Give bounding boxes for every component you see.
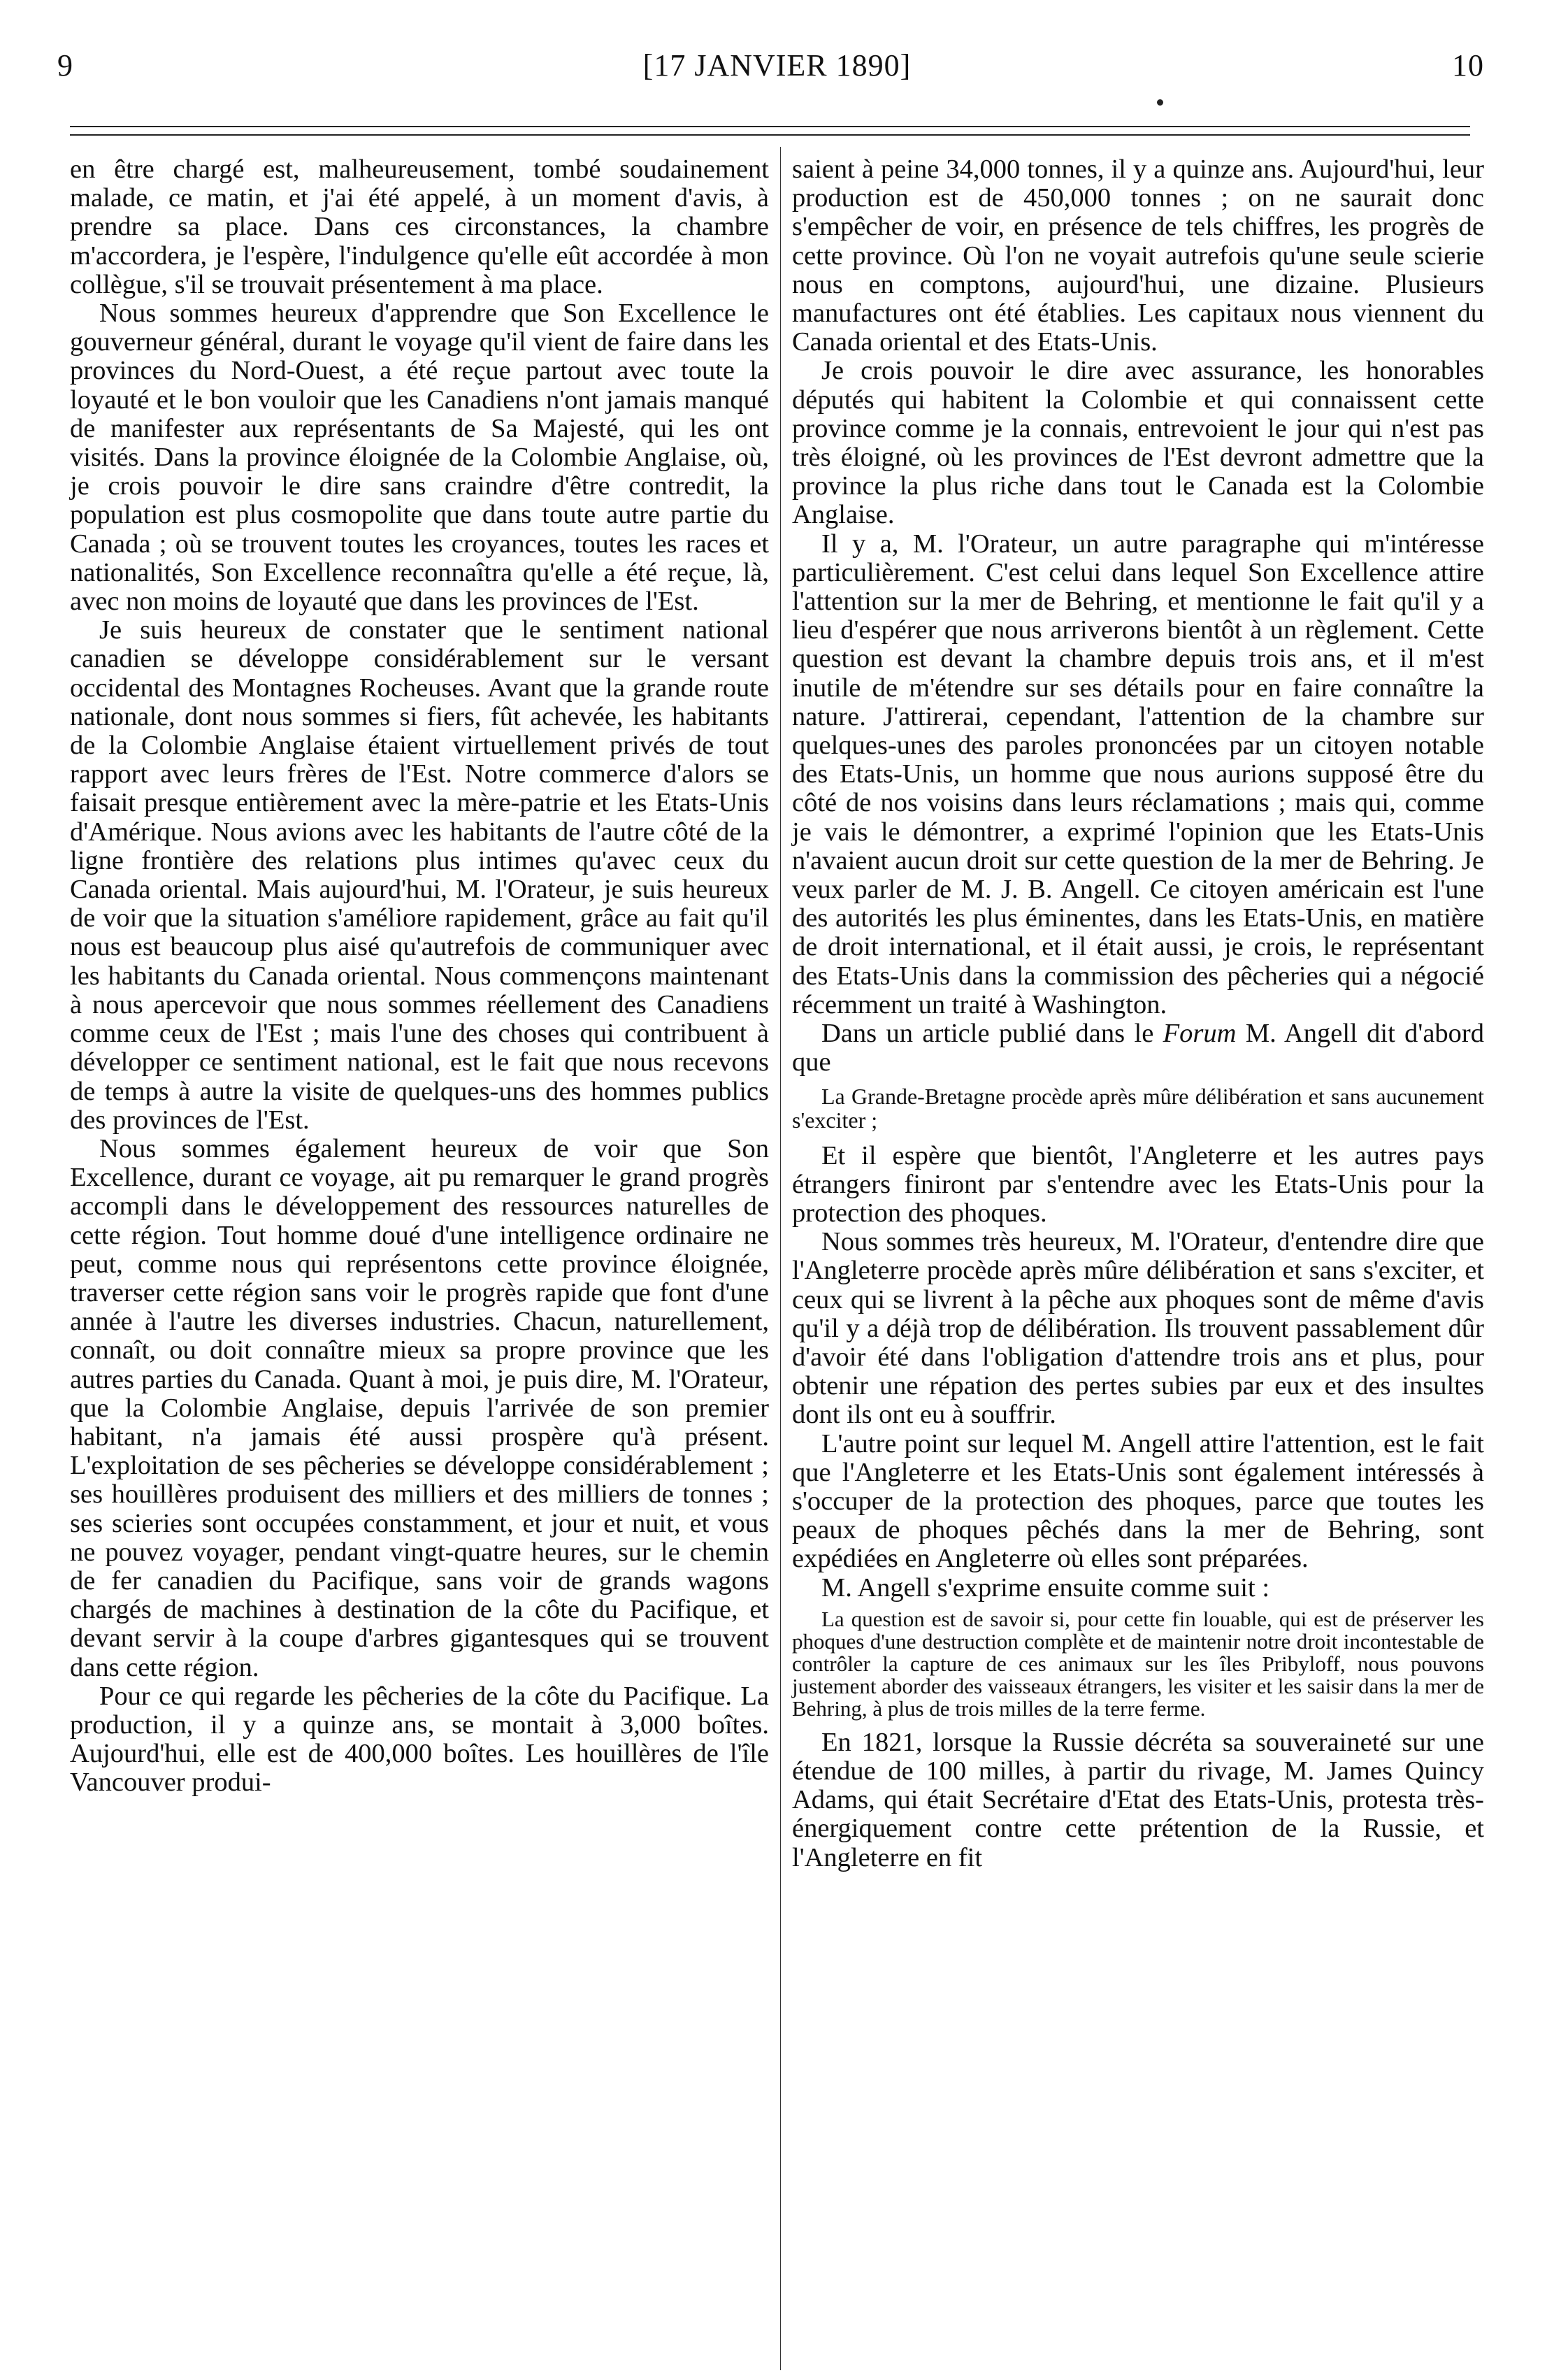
block-quote: La Grande-Bretagne procède après mûre délibération et sans aucunement s'exciter ; [792, 1083, 1484, 1133]
paragraph: Et il espère que bientôt, l'Angleterre et les autres pays étrangers finiront par s'entendre avec les Etats-Unis pour la protection des phoques. [792, 1140, 1484, 1228]
page-header-date: [17 JANVIER 1890] [642, 48, 912, 83]
paragraph: En 1821, lorsque la Russie décréta sa souveraineté sur une étendue de 100 milles, à partir du rivage, M. James Quincy Adams, qui était Secrétaire d'Etat des Etats-Unis, protesta très-énergiquement contre cette prétention de la Russie, et l'Angleterre en fit [792, 1727, 1484, 1872]
printer-mark [1157, 99, 1163, 106]
column-divider [780, 147, 781, 2370]
paragraph: saient à peine 34,000 tonnes, il y a quinze ans. Aujourd'hui, leur production est de 450,000 tonnes ; on ne saurait donc s'empêcher de voir, en présence de tels chiffres, les progrès de cette province. Où l'on ne voyait autrefois qu'une seule scierie nous en comptons, aujourd'hui, une dizaine. Plusieurs manufactures ont été établies. Les capitaux nous viennent du Canada oriental et des Etats-Unis. [792, 155, 1484, 357]
paragraph: Je crois pouvoir le dire avec assurance, les honorables députés qui habitent la Colombie et qui connaissent cette province comme je la connais, entrevoient le jour qui n'est pas très éloigné, où les provinces de l'Est devront admettre que la province la plus riche dans tout le Canada est la Colombie Anglaise. [792, 356, 1484, 530]
paragraph: Nous sommes très heureux, M. l'Orateur, d'entendre dire que l'Angleterre procède après mûre délibération et sans s'exciter, et ceux qui se livrent à la pêche aux phoques sont de même d'avis qu'il y a déjà trop de délibération. Ils trouvent passablement dûr d'avoir été dans l'obligation d'attendre trois ans et plus, pour obtenir une répation des pertes subies par eux et des insultes dont ils ont eu à souffrir. [792, 1227, 1484, 1430]
header-rule-top [70, 126, 1470, 127]
text-run: Dans un article publié dans le [821, 1019, 1163, 1049]
header-rule-bottom [70, 134, 1470, 136]
paragraph: Pour ce qui regarde les pêcheries de la côte du Pacifique. La production, il y a quinze ans, se montait à 3,000 boîtes. Aujourd'hui, elle est de 400,000 boîtes. Les houillères de l'île Vancouver produi- [70, 1681, 769, 1798]
paragraph: Il y a, M. l'Orateur, un autre paragraphe qui m'intéresse particulièrement. C'est celui dans lequel Son Excellence attire l'attention sur la mer de Behring, et mentionne le fait qu'il y a lieu d'espérer que nous arriverons bientôt à un règlement. Cette question est devant la chambre depuis trois ans, et il m'est inutile de m'étendre sur ses détails pour en faire connaître la nature. J'attirerai, cependant, l'attention de la chambre sur quelques-unes des paroles prononcées par un citoyen notable des Etats-Unis, un homme que nous aurions supposé être du côté de nos voisins dans leurs réclamations ; mais qui, comme je vais le démontrer, a exprimé l'opinion que les Etats-Unis n'avaient aucun droit sur cette question de la mer de Behring. Je veux parler de M. J. B. Angell. Ce citoyen américain est l'une des autorités les plus éminentes, dans les Etats-Unis, en matière de droit international, et il était aussi, je crois, le représentant des Etats-Unis dans la commission des pêcheries qui a négocié récemment un traité à Washington. [792, 529, 1484, 1019]
paragraph: Nous sommes heureux d'apprendre que Son Excellence le gouverneur général, durant le voyage qu'il vient de faire dans les provinces du Nord-Ouest, a été reçue partout avec toute la loyauté et le bon vouloir que les Canadiens n'ont jamais manqué de manifester aux représentants de Sa Majesté, qui les ont visités. Dans la province éloignée de la Colombie Anglaise, où, je crois pouvoir le dire sans craindre d'être contredit, la population est plus cosmopolite que dans toute autre partie du Canada ; où se trouvent toutes les croyances, toutes les races et nationalités, Son Excellence reconnaîtra qu'elle a été reçue, là, avec non moins de loyauté que dans les provinces de l'Est. [70, 299, 769, 617]
paragraph: M. Angell s'exprime ensuite comme suit : [821, 1572, 1270, 1603]
publication-title: Forum [1163, 1019, 1237, 1049]
left-column [70, 155, 769, 1798]
paragraph: Nous sommes également heureux de voir que Son Excellence, durant ce voyage, ait pu remarquer le grand progrès accompli dans le développement des ressources naturelles de cette région. Tout homme doué d'une intelligence ordinaire ne peut, comme nous qui représentons cette province éloignée, traverser cette région sans voir le progrès rapide que font d'une année à l'autre les diverses industries. Chacun, naturellement, connaît, ou doit connaître mieux sa propre province que les autres parties du Canada. Quant à moi, je puis dire, M. l'Orateur, que la Colombie Anglaise, depuis l'arrivée de son premier habitant, n'a jamais été aussi prospère qu'à présent. L'exploitation de ses pêcheries se développe considérablement ; ses houillères produisent des milliers et des milliers de tonnes ; ses scieries sont occupées constamment, et jour et nuit, et vous ne pouvez voyager, pendant vingt-quatre heures, sur le chemin de fer canadien du Pacifique, sans voir de grands wagons chargés de machines à destination de la côte du Pacifique, et devant servir à la coupe d'arbres gigantesques qui se trouvent dans cette région. [70, 1133, 769, 1682]
page-number-left: 9 [57, 48, 73, 83]
paragraph: en être chargé est, malheureusement, tombé soudainement malade, ce matin, et j'ai été appelé, à un moment d'avis, à prendre sa place. Dans ces circonstances, la chambre m'accordera, je l'espère, l'indulgence qu'elle eût accordée à mon collègue, s'il se trouvait présentement à ma place. [70, 155, 769, 299]
text-run: M. Angell dit d'abord que [792, 1019, 1484, 1077]
block-quote: La question est de savoir si, pour cette fin louable, qui est de préserver les phoques d'une destruction complète et de maintenir notre droit incontestable de contrôler la capture de ces animaux sur les îles Pribyloff, nous pouvons justement aborder des vaisseaux étrangers, les visiter et les saisir dans la mer de Behring, à plus de trois milles de la terre ferme. [792, 1606, 1484, 1721]
page-number-right: 10 [1452, 48, 1484, 83]
paragraph: L'autre point sur lequel M. Angell attire l'attention, est le fait que l'Angleterre et les Etats-Unis sont également intéressés à s'occuper de la protection des phoques, parce que toutes les peaux de phoques pêchés dans la mer de Behring, sont expédiées en Angleterre où elles sont préparées. [792, 1428, 1484, 1574]
right-column [792, 155, 1484, 1872]
paragraph: Je suis heureux de constater que le sentiment national canadien se développe considérablement sur le versant occidental des Montagnes Rocheuses. Avant que la grande route nationale, dont nous sommes si fiers, fût achevée, les habitants de la Colombie Anglaise étaient virtuellement privés de tout rapport avec leurs frères de l'Est. Notre commerce d'alors se faisait presque entièrement avec la mère-patrie et les Etats-Unis d'Amérique. Nous avions avec les habitants de l'autre côté de la ligne frontière des relations plus intimes qu'avec ceux du Canada oriental. Mais aujourd'hui, M. l'Orateur, je suis heureux de voir que la situation s'améliore rapidement, grâce au fait qu'il nous est beaucoup plus aisé qu'autrefois de communiquer avec les habitants du Canada oriental. Nous commençons maintenant à nous apercevoir que nous sommes réellement des Canadiens comme ceux de l'Est ; mais l'une des choses qui contribuent à développer ce sentiment national, est le fait que nous recevons de temps à autre la visite de quelques-uns des hommes publics des provinces de l'Est. [70, 615, 769, 1135]
paragraph [792, 1019, 1484, 1077]
